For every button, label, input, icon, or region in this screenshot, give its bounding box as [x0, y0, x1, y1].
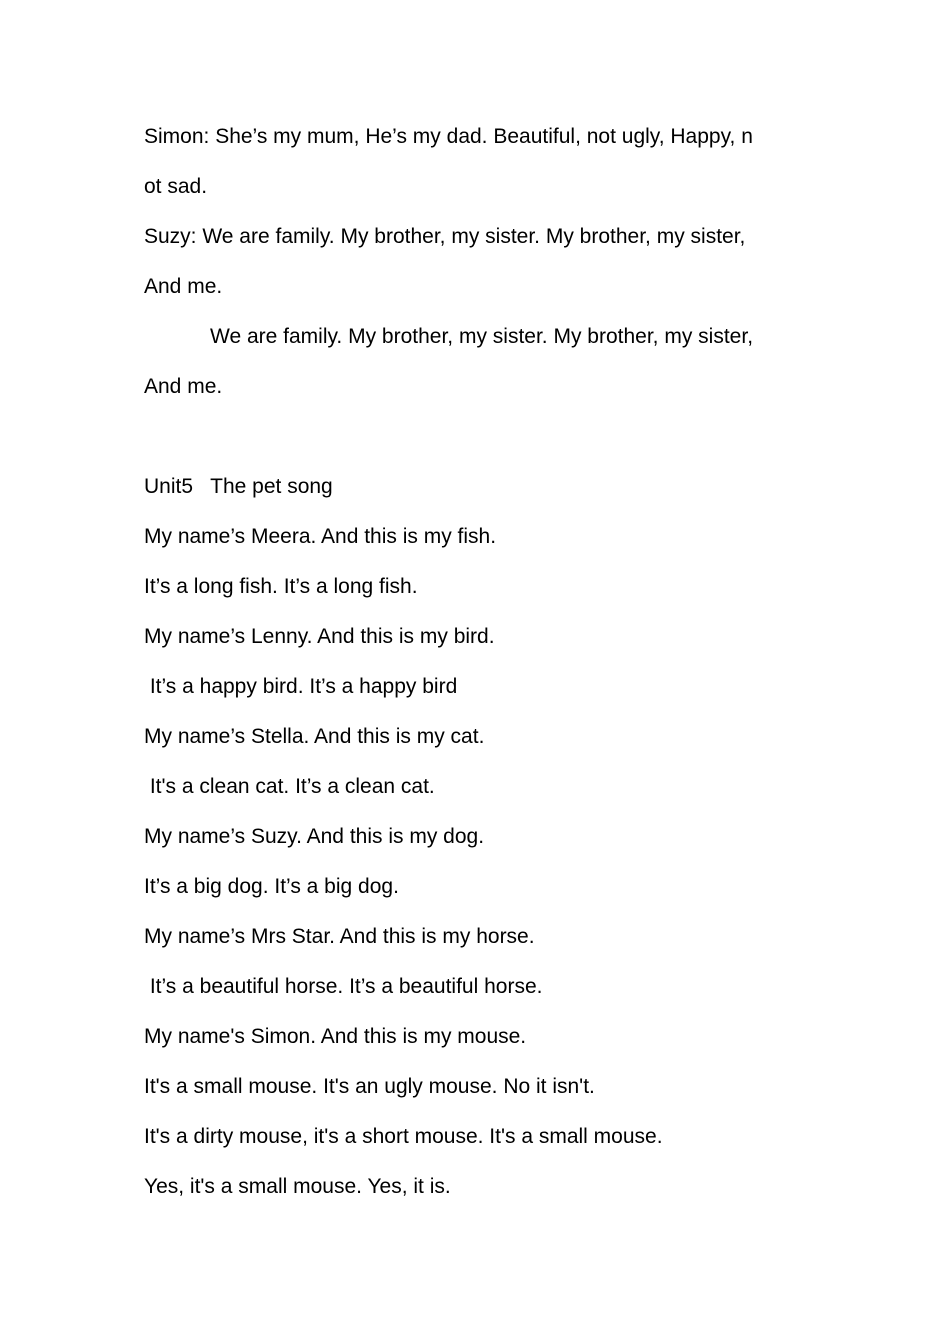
- chorus-line-2: And me.: [144, 375, 223, 398]
- song-line: My name’s Meera. And this is my fish.: [144, 525, 497, 548]
- song-line: It’s a long fish. It’s a long fish.: [144, 575, 418, 598]
- simon-line-1: Simon: She’s my mum, He’s my dad. Beautiful, not ugly, Happy, n: [144, 125, 753, 148]
- suzy-line-1: Suzy: We are family. My brother, my sister. My brother, my sister,: [144, 225, 746, 248]
- song-line: It's a dirty mouse, it's a short mouse. It's a small mouse.: [144, 1125, 663, 1148]
- song-line: My name's Simon. And this is my mouse.: [144, 1025, 527, 1048]
- paragraph-spacer: [144, 412, 824, 462]
- chorus-line-1: We are family. My brother, my sister. My brother, my sister,: [210, 325, 754, 348]
- song-line: My name’s Suzy. And this is my dog.: [144, 825, 485, 848]
- simon-line-2: ot sad.: [144, 175, 208, 198]
- song-line: It’s a big dog. It’s a big dog.: [144, 875, 399, 898]
- suzy-line-2: And me.: [144, 275, 223, 298]
- song-line: It’s a beautiful horse. It’s a beautiful horse.: [144, 975, 543, 998]
- song-line: It’s a happy bird. It’s a happy bird: [144, 675, 458, 698]
- song-line: My name’s Mrs Star. And this is my horse.: [144, 925, 535, 948]
- song-line: It's a clean cat. It’s a clean cat.: [144, 775, 435, 798]
- song-line: It's a small mouse. It's an ugly mouse. No it isn't.: [144, 1075, 595, 1098]
- song-line: My name’s Lenny. And this is my bird.: [144, 625, 495, 648]
- song-line: My name’s Stella. And this is my cat.: [144, 725, 485, 748]
- document-body: [144, 112, 824, 1212]
- unit-heading: Unit5 The pet song: [144, 475, 333, 498]
- song-line: Yes, it's a small mouse. Yes, it is.: [144, 1175, 451, 1198]
